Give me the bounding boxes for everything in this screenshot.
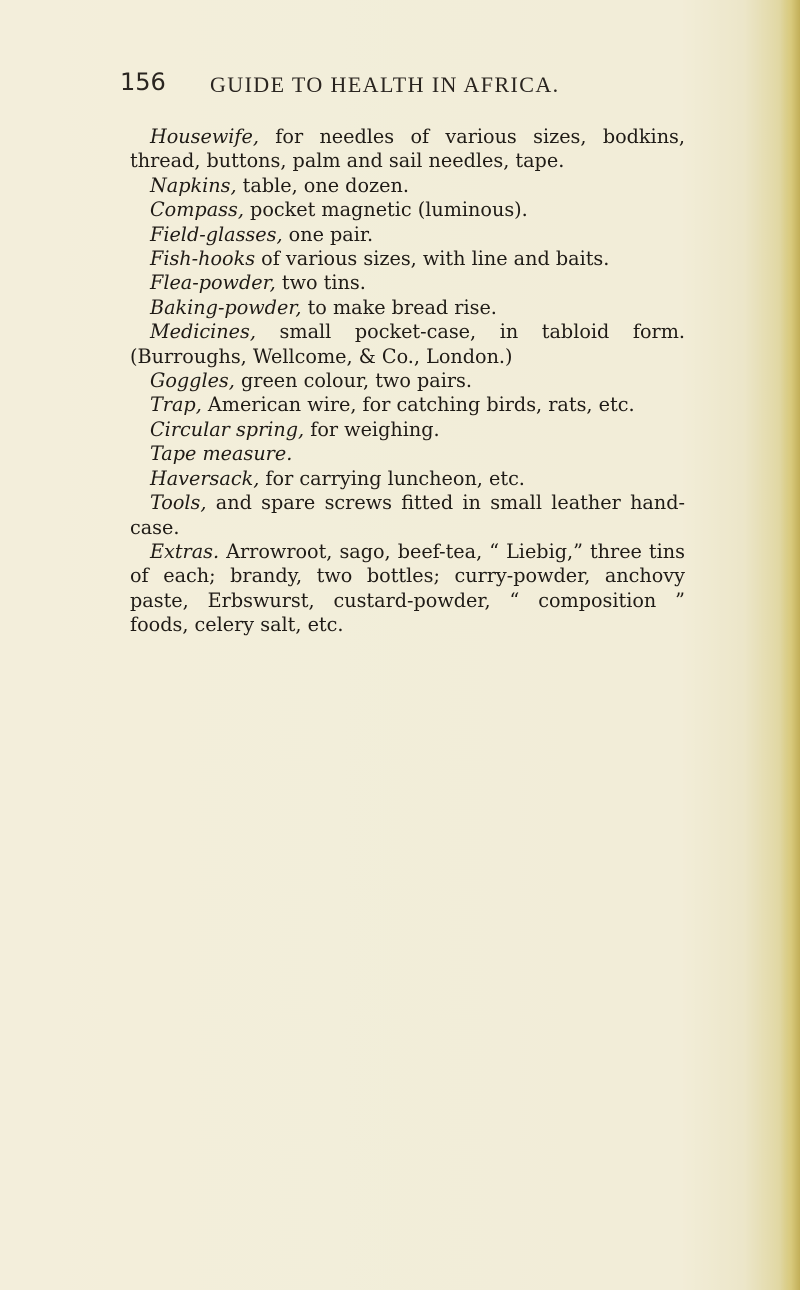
item-term: Compass, (150, 198, 244, 222)
list-item (130, 418, 685, 442)
list-item (130, 467, 685, 491)
item-description: and spare screws fitted in small leather hand-case. (130, 491, 685, 539)
list-item (130, 174, 685, 198)
list-item (130, 198, 685, 222)
item-description: table, one dozen. (236, 173, 409, 197)
list-item (130, 442, 685, 466)
list-item (130, 491, 685, 540)
item-description: of various sizes, with line and baits. (255, 247, 610, 271)
item-term: Extras. (150, 539, 220, 563)
item-description: for carrying luncheon, etc. (259, 466, 525, 490)
item-description: pocket magnetic (luminous). (243, 198, 528, 222)
list-item (130, 125, 685, 174)
item-description: American wire, for catching birds, rats, etc. (201, 393, 635, 417)
list-item (130, 369, 685, 393)
item-term: Goggles, (150, 369, 235, 393)
item-description: to make bread rise. (301, 295, 497, 319)
supply-list (130, 125, 685, 638)
item-term: Tape measure. (150, 442, 293, 466)
list-item (130, 320, 685, 369)
item-term: Haversack, (150, 466, 260, 490)
item-term: Napkins, (150, 173, 237, 197)
list-item (130, 223, 685, 247)
page-number: 156 (120, 68, 166, 96)
item-term: Circular spring, (150, 417, 305, 441)
item-description: Arrowroot, sago, beef-tea, “ Liebig,” three tins of each; brandy, two bottles; curry-powder, anchovy paste, Erbswurst, custard-powder, “ composition ” foods, celery salt, etc. (130, 539, 685, 637)
list-item (130, 271, 685, 295)
item-term: Trap, (150, 393, 202, 417)
item-term: Housewife, (150, 125, 259, 148)
list-item (130, 247, 685, 271)
item-description: for weighing. (304, 417, 440, 441)
list-item (130, 393, 685, 417)
item-description: green colour, two pairs. (234, 369, 472, 393)
item-term: Field-glasses, (150, 222, 283, 246)
item-term: Baking-powder, (150, 295, 302, 319)
item-description: for needles of various sizes, bodkins, thread, buttons, palm and sail needles, tape. (130, 125, 685, 173)
list-item (130, 540, 685, 638)
page-header (120, 68, 720, 112)
item-term: Flea-powder, (150, 271, 276, 295)
item-term: Medicines, (150, 320, 256, 344)
item-description: two tins. (275, 271, 366, 295)
item-term: Fish-hooks (150, 247, 256, 271)
page-edge-shadow (780, 0, 800, 1290)
item-description: one pair. (282, 222, 374, 246)
running-title: GUIDE TO HEALTH IN AFRICA. (210, 72, 560, 97)
item-description: small pocket-case, in tabloid form. (Burroughs, Wellcome, & Co., London.) (130, 320, 685, 368)
list-item (130, 296, 685, 320)
item-term: Tools, (150, 491, 207, 515)
